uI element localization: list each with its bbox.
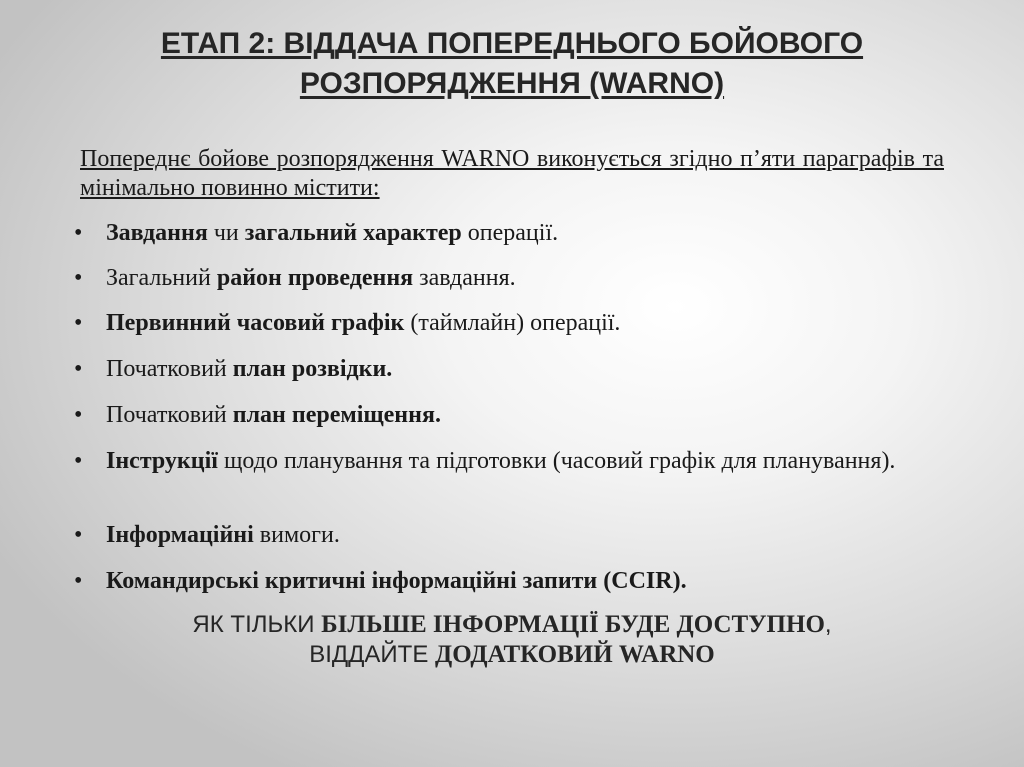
bold-text: ДОДАТКОВИЙ WARNO — [435, 641, 715, 668]
bullet-icon: • — [74, 265, 83, 291]
list-item — [72, 355, 944, 384]
text: Загальний — [106, 265, 217, 291]
bullet-icon: • — [74, 310, 83, 336]
bold-text: район проведення — [216, 265, 414, 291]
text: Початковий — [106, 356, 233, 382]
text: (таймлайн) операції. — [404, 310, 621, 336]
text: Початковий — [106, 402, 233, 428]
bold-text: план переміщення. — [232, 402, 441, 428]
bold-text: Інформаційні — [106, 522, 254, 548]
bold-text: план розвідки. — [232, 356, 393, 382]
text: щодо планування та підготовки (часовий графік для планування). — [217, 448, 896, 474]
list-item — [72, 401, 944, 430]
slide-title-line-1: ЕТАП 2: ВІДДАЧА ПОПЕРЕДНЬОГО БОЙОВОГО — [160, 27, 864, 60]
text: чи — [207, 220, 245, 246]
list-item — [72, 567, 944, 596]
text: , — [824, 611, 832, 638]
list-item — [72, 447, 944, 476]
bullet-icon: • — [74, 448, 83, 474]
text: операції. — [461, 220, 559, 246]
bullet-icon: • — [74, 220, 83, 246]
text: вимоги. — [253, 522, 340, 548]
bold-text: Інструкції — [106, 448, 218, 474]
text: ВІДДАЙТЕ — [309, 641, 436, 668]
bold-text: загальний характер — [244, 220, 462, 246]
conclusion-line-2 — [0, 640, 1024, 670]
conclusion — [0, 610, 1024, 670]
bold-text: Завдання — [106, 220, 208, 246]
bold-text: Первинний часовий графік — [106, 310, 405, 336]
list-item — [72, 521, 944, 550]
list-item — [72, 219, 944, 248]
bold-text: БІЛЬШЕ ІНФОРМАЦІЇ БУДЕ ДОСТУПНО — [321, 611, 825, 638]
bold-text: Командирські критичні інформаційні запити (CCIR). — [106, 568, 687, 594]
bullet-icon: • — [74, 356, 83, 382]
list-item — [72, 264, 944, 293]
intro-paragraph: Попереднє бойове розпорядження WARNO виконується згідно п’яти параграфів та мінімально повинно містити: — [80, 146, 944, 201]
text: ЯК ТІЛЬКИ — [192, 611, 322, 638]
slide-title — [0, 24, 1024, 104]
slide-title-line-2: РОЗПОРЯДЖЕННЯ (WARNO) — [299, 67, 725, 100]
text: завдання. — [413, 265, 516, 291]
bullet-icon: • — [74, 568, 83, 594]
bullet-icon: • — [74, 402, 83, 428]
conclusion-line-1 — [0, 610, 1024, 640]
bullet-icon: • — [74, 522, 83, 548]
list-item — [72, 309, 944, 338]
